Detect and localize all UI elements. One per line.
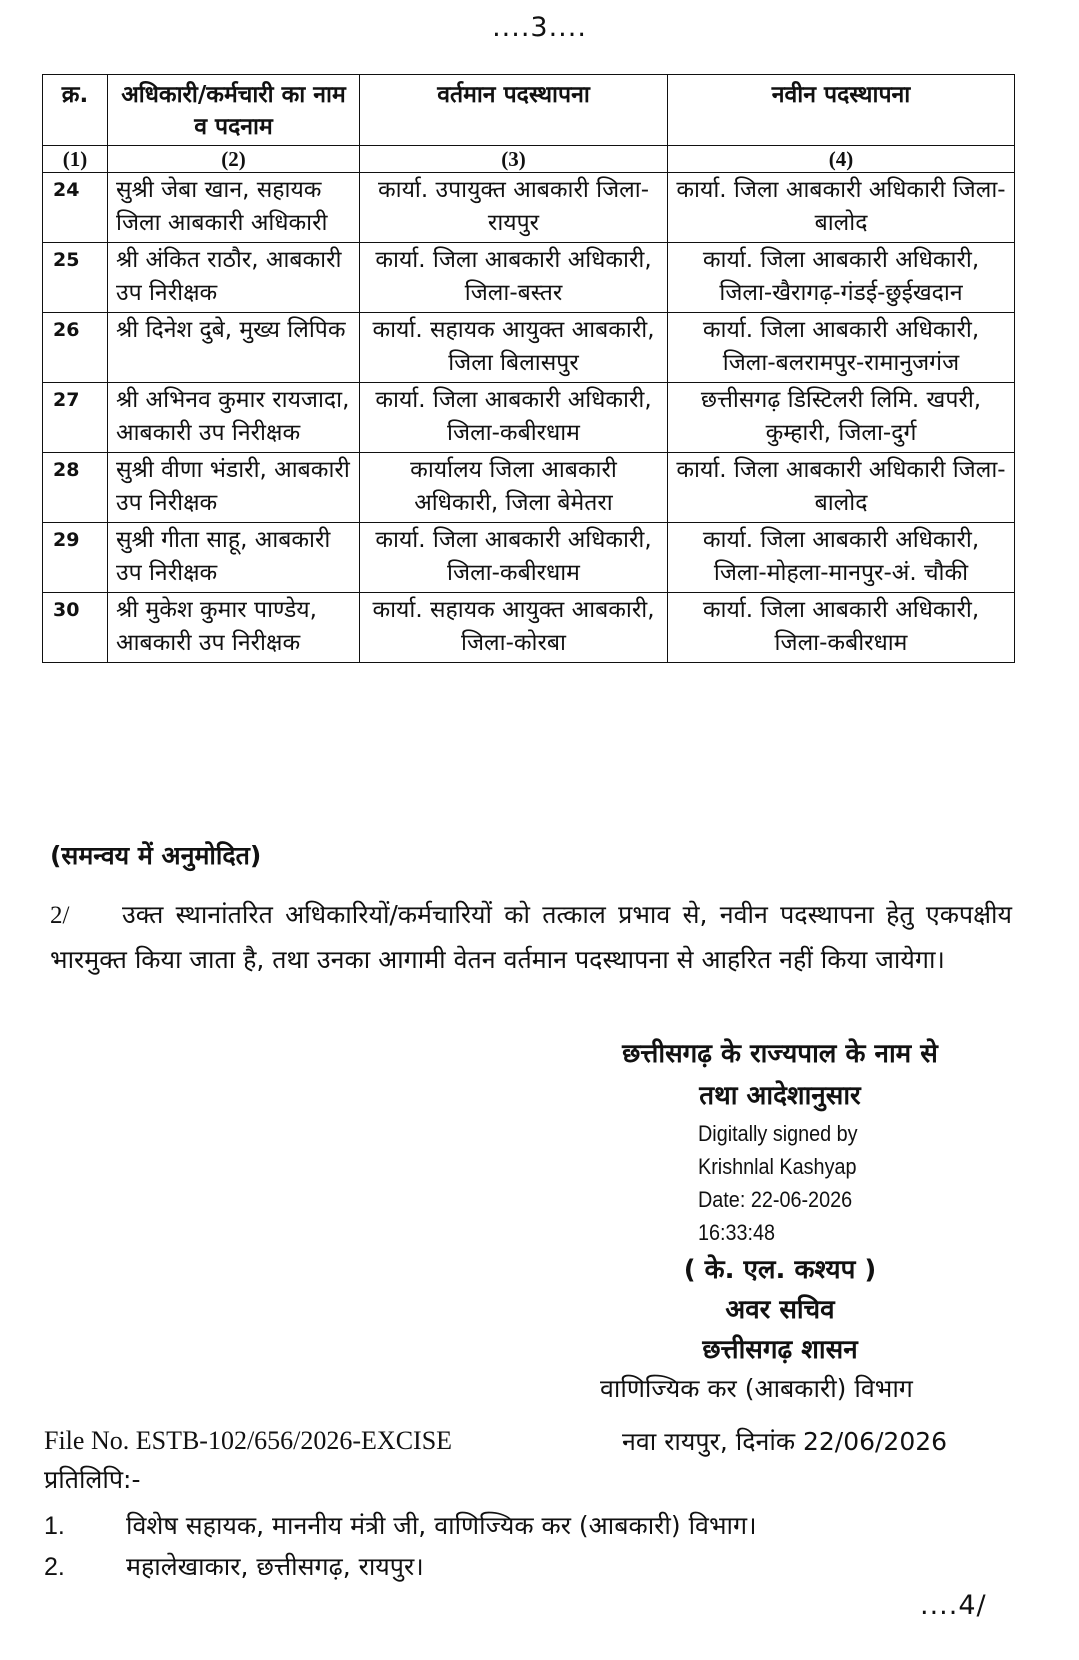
row-name: श्री मुकेश कुमार पाण्डेय, आबकारी उप निरीक्षक — [108, 593, 360, 663]
header-current-posting: वर्तमान पदस्थापना — [360, 75, 668, 146]
digital-signature-line: 16:33:48 — [698, 1220, 776, 1245]
table-row — [43, 453, 1015, 523]
order-line-2: तथा आदेशानुसार — [699, 1081, 861, 1111]
table-header-row — [43, 75, 1015, 146]
row-current-posting: कार्या. जिला आबकारी अधिकारी, जिला-कबीरधाम — [360, 523, 668, 593]
row-sno: 27 — [43, 383, 108, 453]
copy-to-label: प्रतिलिपि:- — [44, 1465, 141, 1494]
row-sno: 25 — [43, 243, 108, 313]
row-sno: 30 — [43, 593, 108, 663]
digital-signature-line: Date: 22-06-2026 — [698, 1187, 853, 1212]
approval-note: (समन्वय में अनुमोदित) — [50, 841, 262, 870]
government-name: छत्तीसगढ़ शासन — [702, 1335, 858, 1365]
row-new-posting: कार्या. जिला आबकारी अधिकारी, जिला-कबीरधाम — [668, 593, 1015, 663]
row-sno: 26 — [43, 313, 108, 383]
row-current-posting: कार्या. सहायक आयुक्त आबकारी, जिला-कोरबा — [360, 593, 668, 663]
column-number: (4) — [668, 146, 1015, 173]
digital-signature-line: Krishnlal Kashyap — [698, 1154, 857, 1179]
row-new-posting: कार्या. जिला आबकारी अधिकारी जिला-बालोद — [668, 453, 1015, 523]
row-new-posting: कार्या. जिला आबकारी अधिकारी, जिला-मोहला-मानपुर-अं. चौकी — [668, 523, 1015, 593]
copy-item-number: 1. — [44, 1512, 65, 1540]
row-name: श्री दिनेश दुबे, मुख्य लिपिक — [108, 313, 360, 383]
row-new-posting: छत्तीसगढ़ डिस्टिलरी लिमि. खपरी, कुम्हारी, जिला-दुर्ग — [668, 383, 1015, 453]
column-number: (3) — [360, 146, 668, 173]
order-authority — [560, 1033, 1000, 1117]
row-new-posting: कार्या. जिला आबकारी अधिकारी जिला-बालोद — [668, 173, 1015, 243]
officer-designation: अवर सचिव — [725, 1295, 835, 1325]
signing-officer — [560, 1250, 1000, 1370]
file-number: File No. ESTB-102/656/2026-EXCISE — [44, 1426, 453, 1455]
digital-signature-line: Digitally signed by — [698, 1121, 858, 1146]
row-sno: 29 — [43, 523, 108, 593]
column-number: (2) — [108, 146, 360, 173]
department-name: वाणिज्यिक कर (आबकारी) विभाग — [600, 1374, 913, 1403]
paragraph-number: 2/ — [50, 902, 70, 929]
table-row — [43, 243, 1015, 313]
table-row — [43, 173, 1015, 243]
officer-name: ( के. एल. कश्यप ) — [683, 1255, 877, 1285]
next-page-marker: ....4/ — [920, 1590, 987, 1621]
page-number-top: ....3.... — [492, 12, 587, 43]
row-sno: 24 — [43, 173, 108, 243]
header-sno: क्र. — [43, 75, 108, 146]
copy-to-item — [44, 1508, 757, 1542]
column-number: (1) — [43, 146, 108, 173]
row-name: श्री अंकित राठौर, आबकारी उप निरीक्षक — [108, 243, 360, 313]
row-current-posting: कार्या. उपायुक्त आबकारी जिला-रायपुर — [360, 173, 668, 243]
copy-to-item — [44, 1549, 424, 1583]
row-name: सुश्री गीता साहू, आबकारी उप निरीक्षक — [108, 523, 360, 593]
order-line-1: छत्तीसगढ़ के राज्यपाल के नाम से — [622, 1039, 938, 1069]
row-current-posting: कार्या. जिला आबकारी अधिकारी, जिला-बस्तर — [360, 243, 668, 313]
header-new-posting: नवीन पदस्थापना — [668, 75, 1015, 146]
row-name: श्री अभिनव कुमार रायजादा, आबकारी उप निरीक्षक — [108, 383, 360, 453]
paragraph-text: उक्त स्थानांतरित अधिकारियों/कर्मचारियों को तत्काल प्रभाव से, नवीन पदस्थापना हेतु एकपक्षीय भारमुक्त किया जाता है, तथा उनका आगामी वेतन वर्तमान पदस्थापना से आहरित नहीं किया जायेगा। — [50, 900, 1012, 974]
row-name: सुश्री वीणा भंडारी, आबकारी उप निरीक्षक — [108, 453, 360, 523]
row-current-posting: कार्या. सहायक आयुक्त आबकारी, जिला बिलासपुर — [360, 313, 668, 383]
order-paragraph — [50, 893, 1012, 982]
table-row — [43, 383, 1015, 453]
row-new-posting: कार्या. जिला आबकारी अधिकारी, जिला-बलरामपुर-रामानुजगंज — [668, 313, 1015, 383]
copy-item-text: विशेष सहायक, माननीय मंत्री जी, वाणिज्यिक कर (आबकारी) विभाग। — [126, 1511, 757, 1540]
row-current-posting: कार्यालय जिला आबकारी अधिकारी, जिला बेमेतरा — [360, 453, 668, 523]
table-row — [43, 593, 1015, 663]
place-date: नवा रायपुर, दिनांक 22/06/2026 — [622, 1427, 948, 1456]
copy-item-number: 2. — [44, 1553, 65, 1581]
row-new-posting: कार्या. जिला आबकारी अधिकारी, जिला-खैरागढ़-गंडई-छुईखदान — [668, 243, 1015, 313]
row-current-posting: कार्या. जिला आबकारी अधिकारी, जिला-कबीरधाम — [360, 383, 668, 453]
table-row — [43, 313, 1015, 383]
row-sno: 28 — [43, 453, 108, 523]
table-row — [43, 523, 1015, 593]
column-number-row — [43, 146, 1015, 173]
posting-table — [42, 74, 1015, 663]
header-name: अधिकारी/कर्मचारी का नाम व पदनाम — [108, 75, 360, 146]
digital-signature — [698, 1117, 858, 1249]
copy-item-text: महालेखाकार, छत्तीसगढ़, रायपुर। — [126, 1552, 424, 1581]
row-name: सुश्री जेबा खान, सहायक जिला आबकारी अधिकारी — [108, 173, 360, 243]
